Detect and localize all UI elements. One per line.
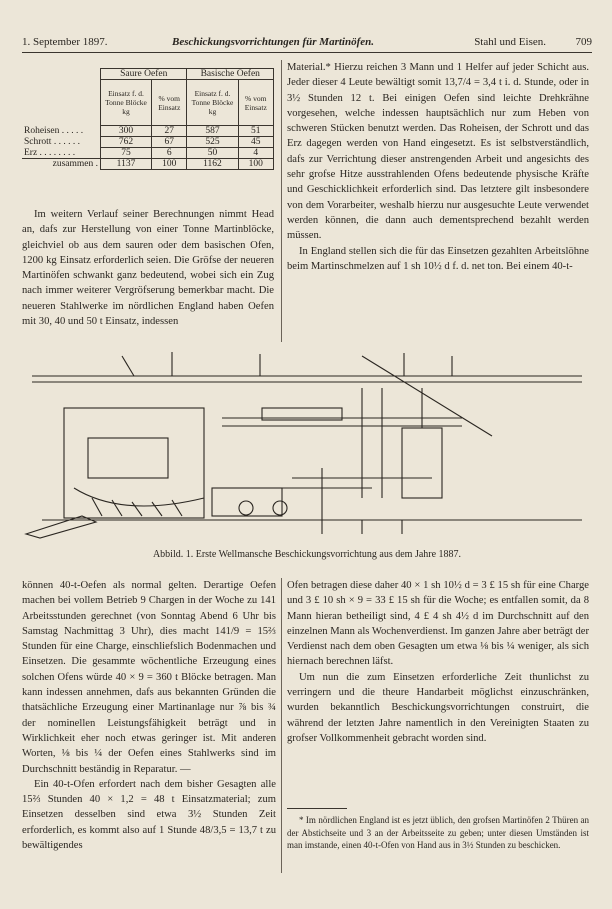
- text-column-left-top: [22, 207, 274, 329]
- table-row: Schrott . . . . . . 762 67 525 45: [22, 137, 274, 148]
- paragraph: Ofen betragen diese daher 40 × 1 sh 10½ d = 3 £ 15 sh für eine Charge und 3 £ 10 sh × 9 = 33 £ 15 sh für die Woche; es entfallen somit, da 8 Mann hieran betheiligt sind, 4 £ 4 sh 4½ d im Durchschnitt auf den einzelnen Mann als Wochenverdienst. Im ganzen Jahre aber beträgt der Verdienst nach dem oben Gesagten um etwa ⅛ bis ¼ weniger, als sich hiernach berechnen läfst.: [287, 580, 589, 668]
- column-divider: [281, 60, 282, 342]
- paragraph: Im weitern Verlauf seiner Berechnungen nimmt Head an, dafs zur Herstellung von einer Tonne Martinblöcke, gleichviel ob aus dem sauren oder dem basischen Ofen, 1200 kg Einsatz erforderlich seien. Die Gröfse der neueren Martinöfen schwankt ganz bedeutend, wobei sich ein Zug nach immer weiterer Vergröfserung bemerkbar macht. Die neueren Stahlwerke im nördlichen England haben Oefen mit 30, 40 und 50 t Einsatz, indessen: [22, 209, 274, 328]
- table-col-pct: % vom Einsatz: [152, 80, 187, 126]
- footnote-rule: [287, 808, 347, 809]
- table-total-row: zusammen . 1137 100 1162 100: [22, 159, 274, 170]
- paragraph: In England stellen sich die für das Einsetzen gezahlten Arbeitslöhne beim Martinschmelzen auf 1 sh 10½ d f. d. net ton. Bei einem 40-t-: [287, 245, 589, 272]
- charging-machine-figure: [22, 348, 592, 548]
- paragraph: Ein 40-t-Ofen erfordert nach dem bisher Gesagten alle 15⅔ Stunden 40 × 1,2 = 48 t Einsatzmaterial; zum Einsetzen desselben sind etwa 3½ Stunden Zeit erforderlich, es kommt also auf 1 Stunde 48/3,5 = 13,7 t zu bewältigendes: [22, 778, 276, 852]
- column-divider: [281, 578, 282, 873]
- figure-caption: Abbild. 1. Erste Wellmansche Beschickungsvorrichtung aus dem Jahre 1887.: [152, 549, 462, 560]
- header-date: 1. September 1897.: [22, 36, 108, 48]
- table-col-einsatz: Einsatz f. d. Tonne Blöcke kg: [187, 80, 238, 126]
- page-header: [22, 34, 592, 53]
- header-page-number: 709: [575, 36, 592, 48]
- paragraph: Material.* Hierzu reichen 3 Mann und 1 Helfer auf jeder Schicht aus. Jeder dieser 4 Leute bewältigt somit 13,7/4 = 3,4 t i. d. Stunde, oder in 3½ Stunden 12 t. Bei einigen Oefen sind leichte Drehkrähne vorgesehen, welche indessen hauptsächlich nur zum Heben von schweren Stücken benutzt werden. Das Roheisen, der Schrott und das Erz dagegen werden von Hand eingesetzt. Es ist selbstverständlich, dafs zur Verrichtung dieser anstrengenden Arbeit und angesichts des sehr grofse Hitze ausstrahlenden Ofens bedeutende physische Kräfte und Geschicklichkeit erforderlich sind. Das letztere gilt insbesondere von dem Vorarbeiter, weshalb hierzu nur ausgesuchte Leute verwendet werden können, die dann auch dementsprechend bezahlt werden müssen.: [287, 62, 589, 242]
- footnote-text: * Im nördlichen England ist es jetzt üblich, den grofsen Martinöfen 2 Thüren an der Abstichseite und 3 an der Arbeitsseite zu geben; unter diesen Umständen ist man imstande, einen 40-t-Ofen von Hand aus in 3½ Stunden zu beschicken.: [287, 815, 589, 850]
- text-column-left-bottom: [22, 578, 276, 853]
- paragraph: können 40-t-Oefen als normal gelten. Derartige Oefen machen bei vollem Betrieb 9 Chargen in der Woche zu 141 Arbeitsstunden gerechnet (von Sonntag Abend 6 Uhr bis Samstag Nachmittag 3 Uhr), dies macht 141/9 = 15⅔ Stunden für eine Charge, einschliefslich Bodenmachen und Einsetzen. Die gesammte wöchentliche Erzeugung eines solchen Ofens würde 40 × 9 = 360 t Blöcke betragen. Man kann indessen annehmen, dafs aus bekannten Gründen die thatsächliche Erzeugung einer Martinanlage nur ⅞ bis ¾ der nominellen Leistungsfähigkeit beträgt und in Wirklichkeit eher noch etwas geringer ist. Mit anderen Worten, ⅛ bis ¼ der Oefen eines Stahlwerks sind im Durchschnitt beständig in Reparatur. —: [22, 580, 276, 775]
- text-column-right-bottom: [287, 578, 589, 746]
- footnote: [287, 814, 589, 852]
- table-row: Erz . . . . . . . . 75 6 50 4: [22, 148, 274, 159]
- table-col-pct: % vom Einsatz: [238, 80, 274, 126]
- table-group-basische: Basische Oefen: [187, 69, 274, 80]
- header-journal: Stahl und Eisen.: [474, 36, 546, 48]
- text-column-right-top: [287, 60, 589, 274]
- header-title: Beschickungsvorrichtungen für Martinöfen.: [172, 36, 375, 48]
- paragraph: Um nun die zum Einsetzen erforderliche Zeit thunlichst zu verringern und die theure Handarbeit möglichst einzuschränken, wurden bekanntlich Beschickungsvorrichtungen construirt, die während der letzten Jahre namentlich in den Vereinigten Staaten zu grofser Vollkommenheit gebracht worden sind.: [287, 671, 589, 744]
- table-row: Roheisen . . . . . 300 27 587 51: [22, 126, 274, 137]
- table-col-einsatz: Einsatz f. d. Tonne Blöcke kg: [101, 80, 152, 126]
- table-group-saure: Saure Oefen: [101, 69, 187, 80]
- charge-composition-table: [22, 68, 274, 170]
